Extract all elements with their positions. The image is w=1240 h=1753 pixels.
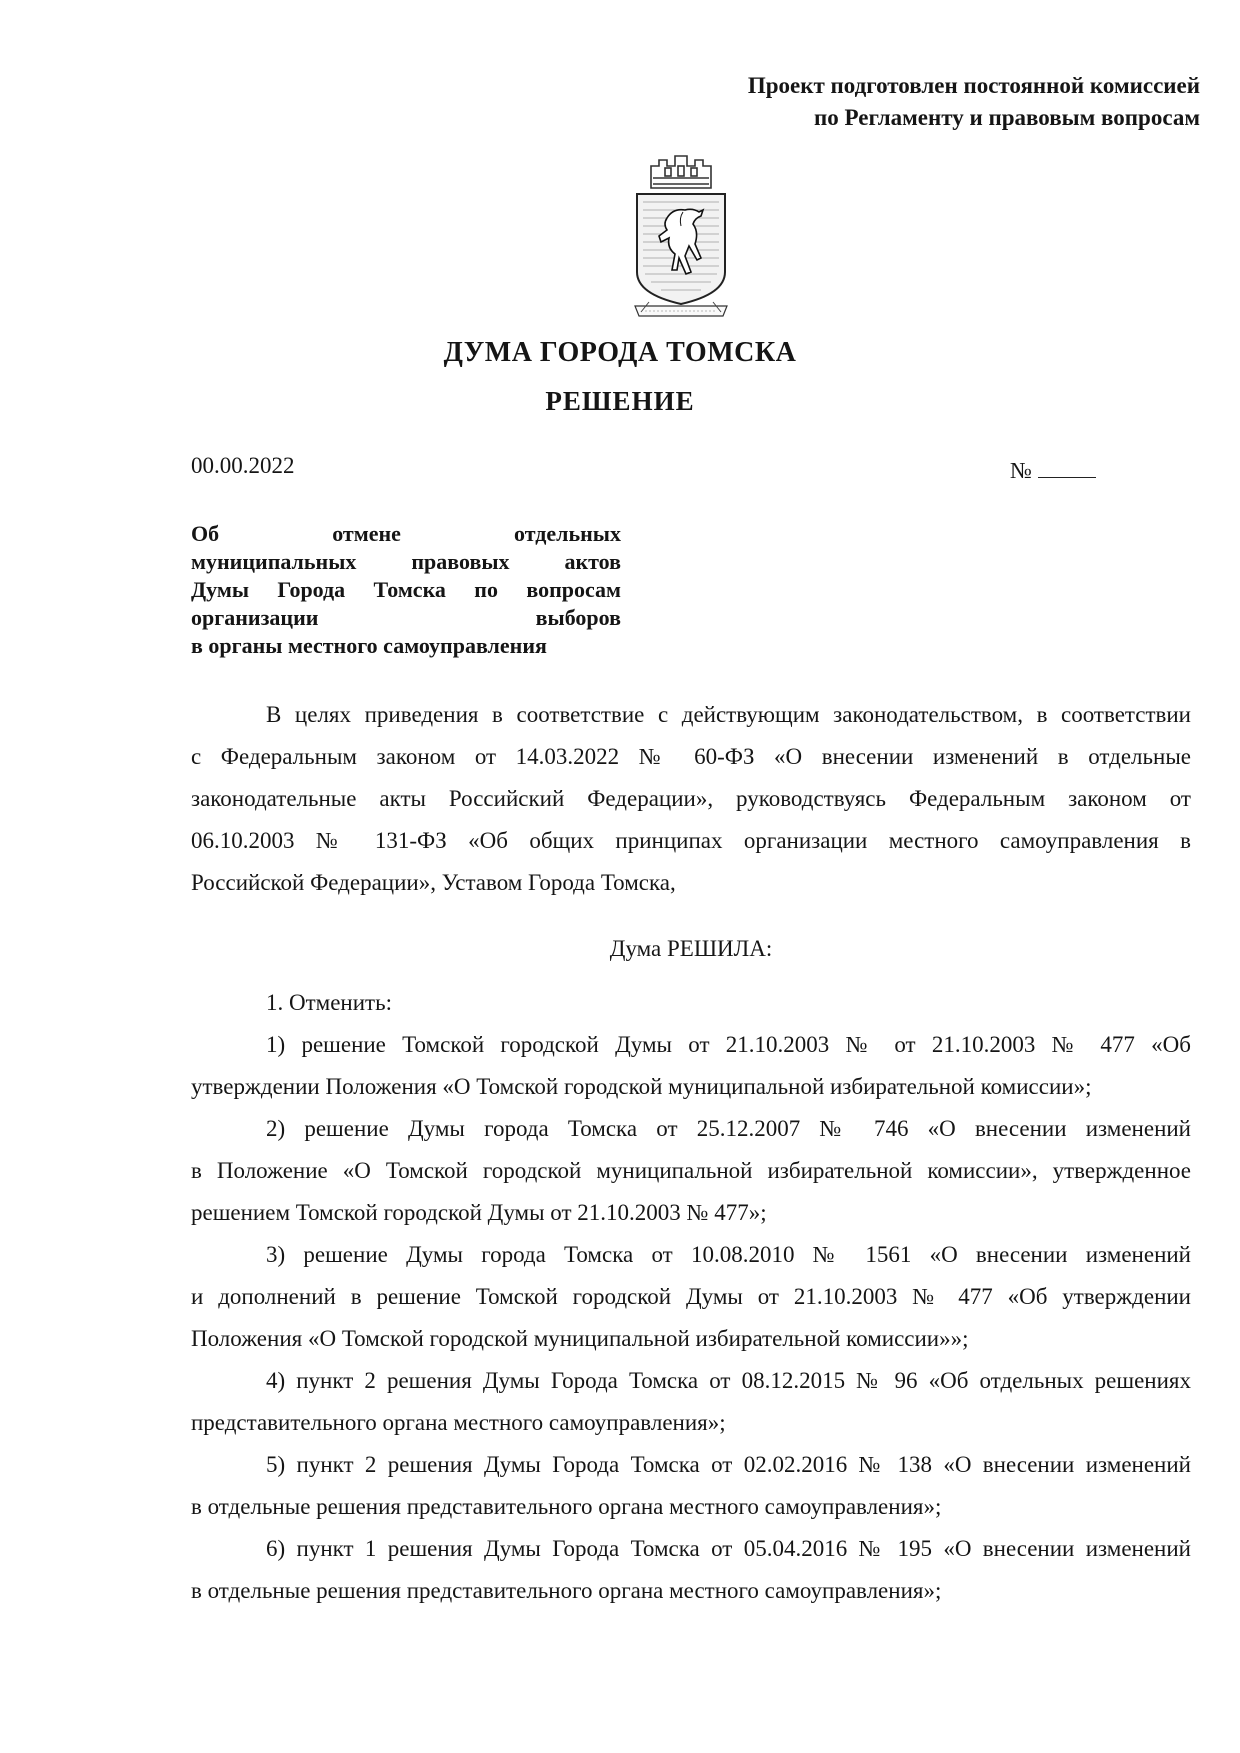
subitem-2-line: в Положение «О Томской городской муниципальной избирательной комиссии», утвержденное [191, 1158, 1191, 1183]
preamble-line: В целях приведения в соответствие с действующим законодательством, в соответствии [266, 702, 1191, 727]
subitem-5-line: в отдельные решения представительного органа местного самоуправления»; [191, 1494, 942, 1519]
number-label: № [1010, 458, 1032, 483]
subitem-1-line: утверждении Положения «О Томской городской муниципальной избирательной комиссии»; [191, 1074, 1092, 1099]
document-type-title: РЕШЕНИЕ [545, 386, 695, 416]
subject-line: организации выборов [191, 605, 621, 630]
preamble-line: законодательные акты Российский Федерации», руководствуясь Федеральным законом от [191, 786, 1191, 811]
subitem-1-line: 1) решение Томской городской Думы от 21.10.2003 № от 21.10.2003 № 477 «Об [266, 1032, 1191, 1057]
decision-date: 00.00.2022 [191, 453, 295, 478]
duma-decided-heading: Дума РЕШИЛА: [609, 936, 773, 961]
subitem-5-line: 5) пункт 2 решения Думы Города Томска от 02.02.2016 № 138 «О внесении изменений [266, 1452, 1191, 1477]
subitem-6-line: в отдельные решения представительного органа местного самоуправления»; [191, 1578, 942, 1603]
subitem-3-line: 3) решение Думы города Томска от 10.08.2010 № 1561 «О внесении изменений [266, 1242, 1191, 1267]
decision-body [191, 694, 1191, 1612]
subitem-6-line: 6) пункт 1 решения Думы Города Томска от 05.04.2016 № 195 «О внесении изменений [266, 1536, 1191, 1561]
subitem-3-line: и дополнений в решение Томской городской Думы от 21.10.2003 № 477 «Об утверждении [191, 1284, 1191, 1309]
item-1-heading: 1. Отменить: [266, 990, 392, 1015]
subject-line: муниципальных правовых актов [191, 549, 621, 574]
prepared-line-2: по Регламенту и правовым вопросам [813, 105, 1200, 130]
preamble-line: 06.10.2003 № 131-ФЗ «Об общих принципах организации местного самоуправления в [191, 828, 1191, 853]
prepared-by-note [748, 70, 1200, 134]
decision-subject [191, 520, 621, 660]
subitem-4-line: представительного органа местного самоуправления»; [191, 1410, 726, 1435]
subitem-4-line: 4) пункт 2 решения Думы Города Томска от 08.12.2015 № 96 «Об отдельных решениях [266, 1368, 1191, 1393]
subitem-3-line: Положения «О Томской городской муниципальной избирательной комиссии»»; [191, 1326, 969, 1351]
subject-line: Об отмене отдельных [191, 521, 621, 546]
spacer [191, 904, 1191, 928]
subject-line: Думы Города Томска по вопросам [191, 577, 621, 602]
spacer [191, 970, 1191, 982]
decision-number [1010, 458, 1096, 484]
subitem-2-line: решением Томской городской Думы от 21.10.2003 № 477»; [191, 1200, 767, 1225]
preamble-line: Российской Федерации», Уставом Города Томска, [191, 870, 676, 895]
subject-line: в органы местного самоуправления [191, 633, 547, 658]
preamble-line: с Федеральным законом от 14.03.2022 № 60-ФЗ «О внесении изменений в отдельные [191, 744, 1191, 769]
council-name: ДУМА ГОРОДА ТОМСКА [443, 337, 797, 368]
number-blank-line [1038, 459, 1096, 478]
prepared-line-1: Проект подготовлен постоянной комиссией [747, 73, 1200, 98]
subitem-2-line: 2) решение Думы города Томска от 25.12.2007 № 746 «О внесении изменений [266, 1116, 1191, 1141]
coat-of-arms-emblem [629, 154, 733, 324]
